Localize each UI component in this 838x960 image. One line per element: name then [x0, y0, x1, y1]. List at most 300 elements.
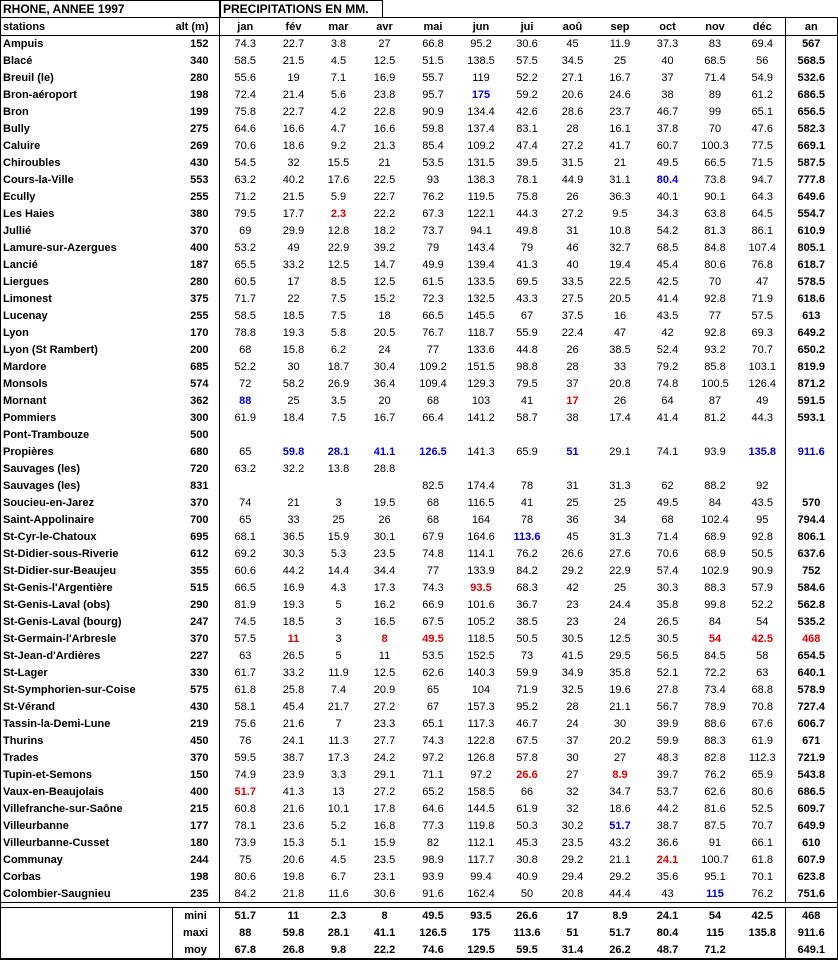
monthly-value: 30.6: [373, 887, 396, 900]
station-altitude: 200: [172, 342, 219, 359]
station-name: Tupin-et-Semons: [3, 769, 93, 781]
monthly-value: 70.6: [656, 548, 679, 560]
monthly-value: 117.3: [467, 718, 495, 730]
monthly-value: 39.7: [656, 769, 679, 781]
monthly-value: 16.1: [609, 123, 631, 135]
monthly-value: 50.5: [751, 548, 773, 560]
monthly-value: 81.3: [704, 225, 726, 237]
monthly-value: 75.6: [234, 718, 256, 730]
station-altitude: 152: [172, 36, 219, 53]
monthly-value: 145.5: [467, 310, 495, 322]
monthly-value: 49.5: [656, 497, 679, 509]
monthly-value: 18.5: [282, 310, 305, 322]
table-row: [0, 512, 837, 529]
header-month: fév: [271, 18, 316, 36]
monthly-value: 138.5: [467, 55, 495, 67]
monthly-value: 4.5: [330, 854, 347, 866]
monthly-value: 74.8: [656, 378, 679, 390]
monthly-value: 100.5: [701, 378, 729, 390]
monthly-value: 80.4: [656, 174, 679, 186]
monthly-value: [504, 427, 550, 444]
annual-total: 543.8: [785, 767, 837, 784]
summary-value: 22.2: [361, 942, 408, 959]
monthly-value: 16.7: [609, 72, 631, 84]
station-name: Caluire: [3, 140, 41, 152]
monthly-value: 99.4: [470, 871, 492, 883]
monthly-value: [550, 427, 595, 444]
annual-total: 587.5: [785, 155, 837, 172]
monthly-value: 31: [566, 480, 579, 492]
summary-value: 51.7: [609, 927, 631, 939]
table-row: [0, 869, 837, 886]
monthly-value: 66.5: [234, 582, 256, 594]
station-name: Corbas: [3, 871, 41, 883]
station-altitude: 275: [172, 121, 219, 138]
monthly-value: 58.7: [516, 412, 538, 424]
summary-value: 24.1: [645, 908, 690, 925]
monthly-value: 60.7: [656, 140, 679, 152]
monthly-value: 14.7: [373, 259, 396, 271]
station-altitude: 177: [172, 818, 219, 835]
summary-value: 41.1: [373, 927, 396, 939]
monthly-value: 43: [661, 887, 674, 900]
monthly-value: 26: [378, 514, 391, 526]
summary-value: 42.5: [740, 908, 785, 925]
monthly-value: 75.8: [234, 106, 256, 118]
station-name: Soucieu-en-Jarez: [3, 497, 95, 509]
monthly-value: 84: [708, 497, 722, 509]
monthly-value: 61.2: [751, 89, 773, 101]
monthly-value: 11.3: [328, 735, 349, 747]
monthly-value: 89: [708, 89, 722, 101]
table-row: [0, 376, 837, 393]
station-altitude: 340: [172, 53, 219, 70]
monthly-value: 83.1: [516, 123, 538, 135]
monthly-value: 71.9: [751, 293, 773, 305]
station-altitude: 430: [172, 699, 219, 716]
summary-label: maxi: [172, 925, 219, 942]
header-month: déc: [740, 18, 785, 36]
monthly-value: 91: [708, 837, 722, 849]
sheet-title: RHONE, ANNEE 1997: [0, 0, 220, 18]
monthly-value: 63.8: [704, 208, 726, 220]
monthly-value: 27.5: [561, 293, 584, 305]
station-altitude: 280: [172, 274, 219, 291]
monthly-value: 17.8: [373, 803, 396, 815]
monthly-value: 115: [706, 887, 724, 900]
monthly-value: 61.7: [234, 667, 256, 679]
monthly-value: 69.2: [234, 548, 256, 560]
table-row: [0, 801, 837, 818]
monthly-value: 48.3: [656, 752, 679, 764]
monthly-value: 30: [566, 752, 579, 764]
station-name: Lancié: [3, 259, 38, 271]
summary-blank: [0, 925, 172, 942]
monthly-value: 56.5: [656, 650, 679, 662]
monthly-value: 38.5: [516, 616, 538, 628]
monthly-value: 18.4: [282, 412, 305, 424]
monthly-value: 90.1: [704, 191, 726, 203]
table-row: [0, 206, 837, 223]
monthly-value: 87.5: [704, 820, 726, 832]
monthly-value: 60.8: [234, 803, 256, 815]
summary-value: 175: [471, 927, 491, 939]
monthly-value: 40.9: [516, 871, 538, 883]
monthly-value: 82: [426, 837, 440, 849]
monthly-value: 27.2: [561, 208, 584, 220]
annual-total: 637.6: [785, 546, 837, 563]
monthly-value: 23.5: [373, 854, 396, 866]
monthly-value: 43.5: [656, 310, 679, 322]
monthly-value: 33: [613, 361, 627, 373]
summary-annual: 911.6: [785, 925, 837, 942]
monthly-value: 37.8: [656, 123, 679, 135]
monthly-value: [458, 427, 504, 444]
monthly-value: 52.5: [751, 803, 773, 815]
summary-value: 49.5: [408, 908, 458, 925]
monthly-value: 3.3: [330, 769, 347, 781]
monthly-value: 27.7: [373, 735, 396, 747]
station-altitude: 255: [172, 189, 219, 206]
monthly-value: 44.8: [516, 344, 538, 356]
monthly-value: 70.8: [751, 701, 773, 713]
monthly-value: 12.5: [373, 667, 396, 679]
station-altitude: 370: [172, 495, 219, 512]
monthly-value: 119.8: [467, 820, 495, 832]
monthly-value: 59.9: [516, 667, 538, 679]
monthly-value: 15.3: [282, 837, 305, 849]
station-name: St-Vérand: [3, 701, 55, 713]
monthly-value: 92: [756, 480, 769, 492]
monthly-value: 25.8: [282, 684, 305, 696]
monthly-value: 17.6: [327, 174, 350, 186]
monthly-value: 68.8: [751, 684, 773, 696]
monthly-value: 38.7: [282, 752, 305, 764]
monthly-value: 66.8: [422, 38, 444, 51]
station-name: Tassin-la-Demi-Lune: [3, 718, 111, 730]
station-altitude: 280: [172, 70, 219, 87]
station-altitude: 198: [172, 87, 219, 104]
monthly-value: 57.5: [234, 633, 256, 645]
monthly-value: 79: [520, 242, 534, 254]
monthly-value: 23: [566, 616, 579, 628]
monthly-value: 27.2: [561, 140, 584, 152]
monthly-value: 38.7: [656, 820, 679, 832]
monthly-value: 30.6: [516, 38, 538, 51]
monthly-value: 45: [566, 531, 579, 543]
station-altitude: 450: [172, 733, 219, 750]
annual-total: 751.6: [785, 886, 837, 903]
monthly-value: 32.7: [609, 242, 631, 254]
monthly-value: 27: [566, 769, 579, 781]
monthly-value: 27.8: [656, 684, 679, 696]
monthly-value: 46.7: [656, 106, 679, 118]
station-altitude: 680: [172, 444, 219, 461]
monthly-value: 30.5: [561, 633, 584, 645]
monthly-value: 41.1: [373, 446, 396, 458]
monthly-value: 71.4: [656, 531, 679, 543]
monthly-value: 44.3: [751, 412, 773, 424]
monthly-value: 21.6: [282, 718, 305, 730]
monthly-value: 56.7: [656, 701, 679, 713]
monthly-value: 134.4: [467, 106, 495, 118]
monthly-value: 74.1: [656, 446, 679, 458]
monthly-value: 58.5: [234, 55, 256, 67]
summary-value: 31.4: [550, 942, 595, 959]
monthly-value: 42.6: [516, 106, 538, 118]
monthly-value: 32: [287, 157, 300, 169]
summary-value: 8.9: [595, 908, 645, 925]
table-row: [0, 767, 837, 784]
monthly-value: 60.6: [234, 565, 256, 577]
monthly-value: 69.3: [751, 327, 773, 339]
monthly-value: 32.5: [561, 684, 584, 696]
monthly-value: 29.2: [561, 565, 584, 577]
station-name: Cours-la-Ville: [3, 174, 74, 186]
monthly-value: [458, 461, 504, 478]
monthly-value: 90.9: [751, 565, 773, 577]
monthly-value: 58: [756, 650, 769, 662]
monthly-value: 24.2: [373, 752, 396, 764]
monthly-value: 62.6: [422, 667, 444, 679]
monthly-value: 61.9: [234, 412, 256, 424]
monthly-value: 76.7: [422, 327, 444, 339]
station-name: Bully: [3, 123, 30, 135]
monthly-value: 93: [426, 174, 440, 186]
station-altitude: 290: [172, 597, 219, 614]
monthly-value: [271, 427, 316, 444]
station-name: Limonest: [3, 293, 52, 305]
monthly-value: 27: [378, 38, 391, 51]
monthly-value: 29.2: [561, 854, 584, 866]
table-row: [0, 274, 837, 291]
monthly-value: [271, 478, 316, 495]
monthly-value: 21.1: [609, 701, 631, 713]
monthly-value: 52.4: [656, 344, 679, 356]
monthly-value: 65: [239, 446, 252, 458]
monthly-value: 65.1: [422, 718, 444, 730]
monthly-value: 67: [426, 701, 440, 713]
monthly-value: 88.2: [704, 480, 726, 492]
monthly-value: 83: [708, 38, 722, 51]
station-name: Chiroubles: [3, 157, 61, 169]
monthly-value: 28: [566, 123, 579, 135]
monthly-value: 10.8: [609, 225, 631, 237]
monthly-value: 68.1: [234, 531, 256, 543]
summary-value: 80.4: [656, 927, 679, 939]
monthly-value: 58.5: [234, 310, 256, 322]
monthly-value: 58.2: [282, 378, 305, 390]
monthly-value: 16.9: [373, 72, 396, 84]
monthly-value: 114.1: [467, 548, 495, 560]
station-name: St-Symphorien-sur-Coise: [3, 684, 136, 696]
monthly-value: 27: [613, 752, 627, 764]
summary-annual: 649.1: [785, 942, 837, 959]
monthly-value: 84: [708, 616, 722, 628]
monthly-value: 29.1: [373, 769, 396, 781]
station-altitude: 150: [172, 767, 219, 784]
monthly-value: 92.8: [704, 327, 726, 339]
monthly-value: 63.2: [234, 174, 256, 186]
monthly-value: 37: [661, 72, 674, 84]
monthly-value: 81.6: [704, 803, 726, 815]
monthly-value: 65.2: [422, 786, 444, 798]
monthly-value: 98.9: [422, 854, 444, 866]
header-row: [0, 18, 837, 36]
annual-total: 650.2: [785, 342, 837, 359]
monthly-value: 30.5: [656, 633, 679, 645]
monthly-value: 131.5: [467, 157, 495, 169]
station-altitude: 198: [172, 869, 219, 886]
monthly-value: 34.3: [656, 208, 679, 220]
monthly-value: 16: [613, 310, 627, 322]
monthly-value: 84.2: [516, 565, 538, 577]
monthly-value: 23.5: [561, 837, 584, 849]
annual-total: 610.9: [785, 223, 837, 240]
monthly-value: 54.5: [234, 157, 256, 169]
monthly-value: 25: [287, 395, 300, 407]
monthly-value: 40.1: [656, 191, 679, 203]
monthly-value: 21: [613, 157, 627, 169]
monthly-value: 88.3: [704, 735, 726, 747]
annual-total: 721.9: [785, 750, 837, 767]
header-month: nov: [690, 18, 740, 36]
monthly-value: 69: [239, 225, 252, 237]
monthly-value: 18.5: [282, 616, 305, 628]
monthly-value: 59.2: [516, 89, 538, 101]
monthly-value: 66.5: [422, 310, 444, 322]
monthly-value: 17.3: [327, 752, 350, 764]
monthly-value: 63.2: [234, 463, 256, 475]
summary-annual: 468: [785, 908, 837, 925]
monthly-value: 49.9: [422, 259, 444, 271]
monthly-value: 8.9: [612, 769, 628, 781]
station-name: Sauvages (les): [3, 463, 81, 475]
monthly-value: 99: [708, 106, 722, 118]
monthly-value: 41.5: [561, 650, 584, 662]
monthly-value: [645, 427, 690, 444]
station-altitude: 720: [172, 461, 219, 478]
station-altitude: 255: [172, 308, 219, 325]
monthly-value: 34.9: [561, 667, 584, 679]
monthly-value: 82.5: [422, 480, 444, 492]
monthly-value: 97.2: [422, 752, 444, 764]
table-row: [0, 393, 837, 410]
monthly-value: 26: [613, 395, 627, 407]
monthly-value: 25: [613, 55, 627, 67]
header-month: oct: [645, 18, 690, 36]
station-altitude: 575: [172, 682, 219, 699]
station-name: Jullié: [3, 225, 32, 237]
monthly-value: 122.8: [467, 735, 495, 747]
monthly-value: 45.4: [656, 259, 679, 271]
monthly-value: 73.7: [422, 225, 444, 237]
monthly-value: 97.2: [470, 769, 492, 781]
monthly-value: 24.1: [656, 854, 679, 866]
monthly-value: 18.7: [327, 361, 350, 373]
summary-label: moy: [172, 942, 219, 959]
monthly-value: 5.1: [330, 837, 347, 849]
monthly-value: 133.5: [467, 276, 495, 288]
monthly-value: 41.7: [609, 140, 631, 152]
monthly-value: 77: [426, 344, 440, 356]
monthly-value: 30.4: [373, 361, 396, 373]
monthly-value: 67.3: [422, 208, 444, 220]
monthly-value: 74.3: [422, 735, 444, 747]
summary-value: [740, 942, 785, 959]
monthly-value: 126.5: [419, 446, 447, 458]
annual-total: 567: [785, 36, 837, 53]
monthly-value: 103.1: [748, 361, 777, 373]
summary-value: 26.2: [595, 942, 645, 959]
monthly-value: 30.2: [561, 820, 584, 832]
monthly-value: 29.4: [561, 871, 584, 883]
monthly-value: 39.5: [516, 157, 538, 169]
monthly-value: 24: [378, 344, 391, 356]
monthly-value: 74.5: [234, 616, 256, 628]
annual-total: 607.9: [785, 852, 837, 869]
monthly-value: 18.6: [282, 140, 305, 152]
monthly-value: 47.4: [516, 140, 538, 152]
monthly-value: 34.5: [561, 55, 584, 67]
annual-total: [785, 461, 837, 478]
station-altitude: 553: [172, 172, 219, 189]
monthly-value: 57.5: [751, 310, 773, 322]
monthly-value: 7: [335, 718, 342, 730]
monthly-value: 15.9: [373, 837, 396, 849]
annual-total: [785, 427, 837, 444]
monthly-value: 24: [566, 718, 579, 730]
annual-total: 649.9: [785, 818, 837, 835]
table-row: [0, 104, 837, 121]
monthly-value: 28: [566, 701, 579, 713]
monthly-value: 112.3: [748, 752, 776, 764]
monthly-value: 21.6: [282, 803, 305, 815]
monthly-value: 64: [661, 395, 674, 407]
monthly-value: 65.9: [751, 769, 773, 781]
table-row: [0, 478, 837, 495]
monthly-value: 52.2: [516, 72, 538, 84]
monthly-value: 109.2: [419, 361, 447, 373]
monthly-value: 51.5: [422, 55, 444, 67]
monthly-value: 36.5: [282, 531, 305, 543]
monthly-value: 5: [335, 599, 342, 611]
table-row: [0, 546, 837, 563]
monthly-value: 19: [287, 72, 300, 84]
monthly-value: 82.8: [704, 752, 726, 764]
monthly-value: 62: [661, 480, 674, 492]
monthly-value: 26.6: [561, 548, 584, 560]
monthly-value: 21: [378, 157, 391, 169]
station-name: Villeurbanne-Cusset: [3, 837, 110, 849]
monthly-value: 95.2: [516, 701, 538, 713]
summary-value: 9.8: [316, 942, 361, 959]
monthly-value: [504, 461, 550, 478]
station-name: Lyon: [3, 327, 29, 339]
monthly-value: 78.1: [516, 174, 538, 186]
annual-total: 669.1: [785, 138, 837, 155]
monthly-value: 21.8: [282, 887, 305, 900]
station-name: Villefranche-sur-Saône: [3, 803, 123, 815]
monthly-value: 7.5: [330, 412, 347, 424]
station-altitude: 362: [172, 393, 219, 410]
monthly-value: [690, 461, 740, 478]
summary-label: mini: [172, 908, 219, 925]
monthly-value: 38: [661, 89, 674, 101]
monthly-value: 32.2: [282, 463, 305, 475]
header-annual: an: [785, 18, 837, 36]
monthly-value: 5.8: [330, 327, 347, 339]
